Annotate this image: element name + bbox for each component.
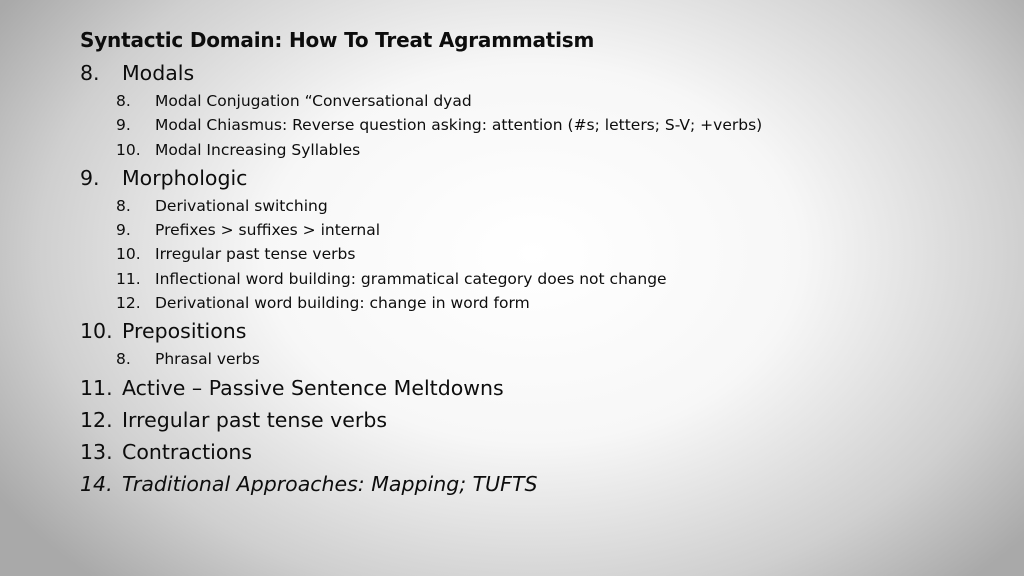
outline-subitem-number: 11. [116,269,141,288]
outline-section [80,162,1000,315]
outline-subitem-label: Modal Chiasmus: Reverse question asking: attention (#s; letters; S-V; +verbs) [155,116,763,135]
outline-item-label: Active – Passive Sentence Meltdowns [122,375,504,400]
outline-subitem-label: Derivational word building: change in word form [155,294,530,313]
outline-subitem-number: 12. [116,294,141,313]
outline-section [80,315,1000,371]
outline-subitem-number: 8. [116,350,131,369]
outline-subitem-label: Inflectional word building: grammatical category does not change [155,269,667,288]
outline-item-number: 10. [80,319,113,344]
outline-item-label: Modals [122,61,195,85]
outline-section [80,468,1000,500]
outline-item [80,162,1000,194]
outline-item-label: Prepositions [122,319,247,344]
outline-subitem [80,242,1000,266]
outline-subitem-number: 9. [116,116,131,135]
outline-subitem-number: 8. [116,92,131,110]
outline-subitem-label: Phrasal verbs [155,350,260,369]
outline-subitem [80,194,1000,218]
outline-item-number: 12. [80,407,113,432]
outline-item-label: Morphologic [122,165,248,190]
outline-section [80,57,1000,162]
outline-subitem [80,138,1000,162]
slide-content [80,27,1000,500]
outline-subitem-number: 9. [116,221,131,240]
outline-subitem-number: 8. [116,196,131,215]
outline-item [80,315,1000,347]
outline-subitem [80,218,1000,242]
outline-item [80,436,1000,468]
outline-subitem [80,89,1000,113]
outline-item-number: 13. [80,439,113,464]
outline-section [80,436,1000,468]
outline-item-label: Contractions [122,439,253,464]
outline-item [80,372,1000,404]
outline-subitem-number: 10. [116,140,141,159]
outline-subitem-label: Modal Increasing Syllables [155,140,361,159]
outline-item-number: 9. [80,165,100,190]
outline-subitem-label: Derivational switching [155,196,328,215]
outline-item-number: 8. [80,61,100,85]
outline-item-number: 11. [80,375,113,400]
outline-item-label: Traditional Approaches: Mapping; TUFTS [122,471,538,496]
outline-item-label: Irregular past tense verbs [122,407,388,432]
outline-subitem-label: Modal Conjugation “Conversational dyad [155,92,472,110]
outline-subitem [80,291,1000,315]
outline-subitem-label: Prefixes > suffixes > internal [155,221,381,240]
outline-subitem-label: Irregular past tense verbs [155,245,356,264]
outline-subitem [80,267,1000,291]
outline-subitem [80,113,1000,137]
outline-list [80,57,1000,500]
outline-item [80,404,1000,436]
slide-title: Syntactic Domain: How To Treat Agrammatism [80,28,595,52]
outline-subitem-number: 10. [116,245,141,264]
outline-item-number: 14. [80,471,113,496]
outline-item [80,468,1000,500]
outline-section [80,372,1000,404]
outline-subitem [80,347,1000,371]
outline-section [80,404,1000,436]
outline-item [80,57,1000,89]
